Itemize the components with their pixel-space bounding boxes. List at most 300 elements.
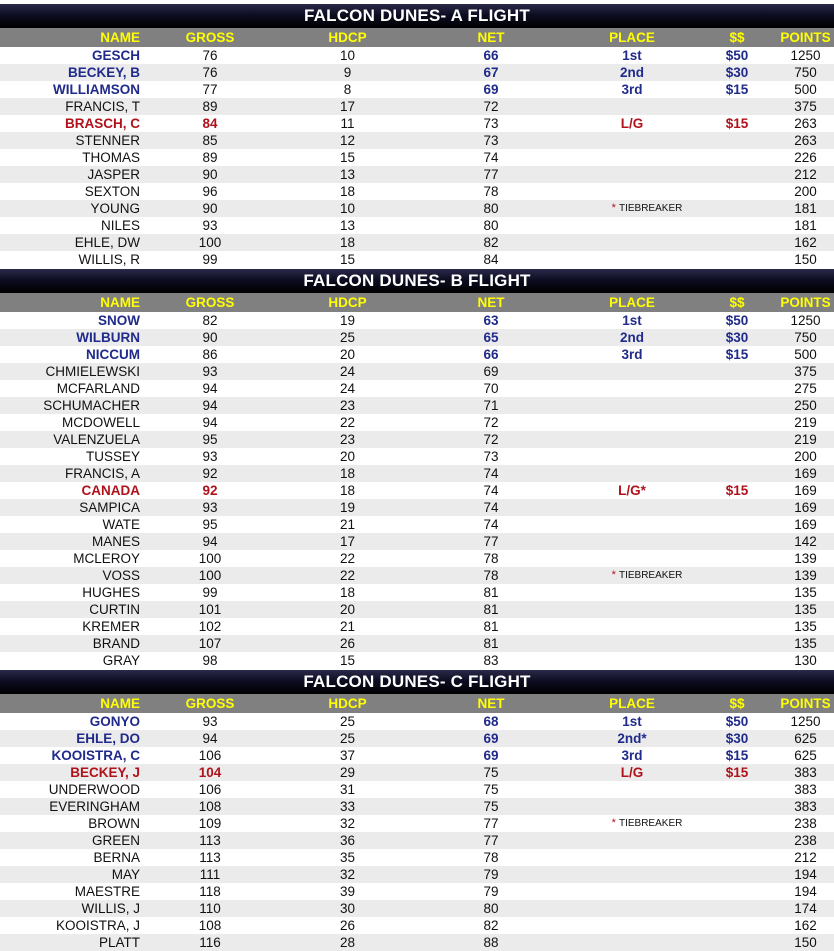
table-row bbox=[0, 533, 834, 550]
cell-gross: 107 bbox=[198, 636, 222, 651]
cell-place bbox=[567, 798, 697, 815]
cell-place: 1st bbox=[622, 313, 642, 328]
cell-place: 3rd bbox=[621, 748, 643, 763]
cell-gross: 93 bbox=[202, 364, 218, 379]
cell-net: 70 bbox=[483, 381, 499, 396]
cell-hdcp: 12 bbox=[339, 133, 356, 148]
table-row bbox=[0, 217, 834, 234]
cell-name: GONYO bbox=[89, 714, 140, 729]
table-row bbox=[0, 183, 834, 200]
cell-points: 135 bbox=[794, 602, 817, 617]
tiebreaker-note: * TIEBREAKER bbox=[611, 569, 683, 581]
cell-net: 71 bbox=[483, 398, 499, 413]
cell-name: FRANCIS, A bbox=[64, 466, 140, 481]
cell-gross: 113 bbox=[199, 850, 221, 865]
cell-money bbox=[697, 584, 777, 601]
cell-net: 78 bbox=[483, 551, 499, 566]
cell-points: 263 bbox=[794, 116, 817, 131]
cell-points: 500 bbox=[794, 347, 817, 362]
cell-money bbox=[697, 132, 777, 149]
cell-points: 139 bbox=[794, 551, 817, 566]
cell-hdcp: 32 bbox=[339, 867, 356, 882]
cell-points: 238 bbox=[794, 816, 817, 831]
cell-hdcp: 26 bbox=[339, 918, 356, 933]
cell-place bbox=[567, 397, 697, 414]
cell-hdcp: 25 bbox=[339, 714, 356, 729]
cell-name: FRANCIS, T bbox=[65, 99, 140, 114]
tiebreaker-note: * TIEBREAKER bbox=[611, 202, 683, 214]
cell-net: 81 bbox=[483, 602, 499, 617]
cell-points: 375 bbox=[794, 99, 817, 114]
cell-name: CHMIELEWSKI bbox=[45, 364, 140, 379]
cell-hdcp: 9 bbox=[343, 65, 352, 80]
cell-name: EHLE, DO bbox=[76, 731, 140, 746]
cell-money bbox=[697, 363, 777, 380]
cell-gross: 100 bbox=[198, 568, 222, 583]
cell-name: NILES bbox=[100, 218, 140, 233]
cell-gross: 82 bbox=[202, 313, 218, 328]
cell-money: $15 bbox=[725, 82, 749, 97]
cell-money bbox=[697, 652, 777, 669]
header-net: NET bbox=[477, 696, 505, 711]
cell-hdcp: 23 bbox=[339, 398, 356, 413]
cell-place bbox=[567, 533, 697, 550]
cell-name: BRAND bbox=[92, 636, 140, 651]
table-row bbox=[0, 900, 834, 917]
cell-money bbox=[697, 917, 777, 934]
cell-points: 162 bbox=[794, 918, 817, 933]
cell-hdcp: 25 bbox=[339, 731, 356, 746]
cell-gross: 104 bbox=[198, 765, 222, 780]
cell-net: 78 bbox=[483, 850, 499, 865]
cell-points: 150 bbox=[794, 252, 817, 267]
table-row bbox=[0, 312, 834, 329]
cell-place: 2nd* bbox=[617, 731, 647, 746]
cell-points: 263 bbox=[794, 133, 817, 148]
cell-money bbox=[697, 883, 777, 900]
cell-gross: 94 bbox=[202, 398, 218, 413]
cell-net: 75 bbox=[483, 782, 499, 797]
cell-place bbox=[567, 448, 697, 465]
table-row bbox=[0, 934, 834, 951]
cell-hdcp: 28 bbox=[339, 935, 356, 950]
cell-hdcp: 39 bbox=[339, 884, 356, 899]
cell-place bbox=[567, 380, 697, 397]
cell-money bbox=[697, 499, 777, 516]
cell-money bbox=[697, 465, 777, 482]
cell-money bbox=[697, 251, 777, 268]
cell-name: KOOISTRA, C bbox=[51, 748, 140, 763]
table-row bbox=[0, 251, 834, 268]
cell-name: EVERINGHAM bbox=[49, 799, 140, 814]
cell-name: SEXTON bbox=[84, 184, 140, 199]
cell-gross: 95 bbox=[202, 432, 218, 447]
cell-hdcp: 29 bbox=[339, 765, 356, 780]
cell-hdcp: 35 bbox=[339, 850, 356, 865]
cell-points: 130 bbox=[794, 653, 817, 668]
cell-place bbox=[567, 849, 697, 866]
cell-money bbox=[697, 234, 777, 251]
cell-net: 78 bbox=[483, 568, 499, 583]
cell-money bbox=[697, 166, 777, 183]
cell-points: 200 bbox=[794, 449, 817, 464]
cell-points: 500 bbox=[794, 82, 817, 97]
header-place: PLACE bbox=[609, 295, 655, 310]
cell-hdcp: 13 bbox=[339, 167, 356, 182]
cell-net: 88 bbox=[483, 935, 499, 950]
cell-points: 142 bbox=[794, 534, 817, 549]
cell-points: 383 bbox=[794, 782, 817, 797]
cell-gross: 92 bbox=[202, 483, 218, 498]
cell-gross: 95 bbox=[202, 517, 218, 532]
cell-hdcp: 22 bbox=[339, 551, 356, 566]
table-row bbox=[0, 482, 834, 499]
cell-name: WILLIS, J bbox=[81, 901, 140, 916]
cell-gross: 99 bbox=[202, 585, 218, 600]
header-gross: GROSS bbox=[185, 295, 235, 310]
cell-hdcp: 32 bbox=[339, 816, 356, 831]
cell-money bbox=[697, 516, 777, 533]
header-money: $$ bbox=[729, 30, 745, 45]
cell-gross: 93 bbox=[202, 714, 218, 729]
table-row bbox=[0, 652, 834, 669]
cell-hdcp: 37 bbox=[339, 748, 356, 763]
table-row bbox=[0, 849, 834, 866]
cell-points: 181 bbox=[794, 218, 817, 233]
cell-net: 78 bbox=[483, 184, 499, 199]
cell-money bbox=[697, 217, 777, 234]
header-gross: GROSS bbox=[185, 30, 235, 45]
cell-money bbox=[697, 934, 777, 951]
cell-points: 169 bbox=[794, 500, 817, 515]
cell-name: CURTIN bbox=[89, 602, 140, 617]
table-row bbox=[0, 98, 834, 115]
cell-net: 69 bbox=[483, 748, 499, 763]
cell-place: 2nd bbox=[619, 65, 644, 80]
cell-place: 1st bbox=[622, 714, 642, 729]
cell-gross: 77 bbox=[202, 82, 218, 97]
cell-place bbox=[567, 465, 697, 482]
cell-money: $15 bbox=[725, 483, 749, 498]
cell-hdcp: 25 bbox=[339, 330, 356, 345]
cell-net: 67 bbox=[483, 65, 499, 80]
cell-hdcp: 33 bbox=[339, 799, 356, 814]
cell-net: 74 bbox=[483, 483, 499, 498]
cell-hdcp: 11 bbox=[340, 116, 355, 131]
table-row bbox=[0, 132, 834, 149]
table-row bbox=[0, 635, 834, 652]
cell-points: 169 bbox=[794, 466, 817, 481]
header-points: POINTS bbox=[780, 696, 831, 711]
cell-points: 1250 bbox=[790, 714, 821, 729]
cell-points: 219 bbox=[794, 432, 817, 447]
cell-name: THOMAS bbox=[82, 150, 140, 165]
header-points: POINTS bbox=[780, 295, 831, 310]
cell-hdcp: 22 bbox=[339, 568, 356, 583]
table-row bbox=[0, 917, 834, 934]
header-hdcp: HDCP bbox=[328, 295, 367, 310]
header-row bbox=[0, 293, 834, 312]
cell-gross: 98 bbox=[202, 653, 218, 668]
cell-hdcp: 13 bbox=[339, 218, 356, 233]
cell-money bbox=[697, 900, 777, 917]
cell-points: 135 bbox=[794, 585, 817, 600]
cell-place bbox=[567, 815, 697, 832]
cell-hdcp: 15 bbox=[339, 150, 356, 165]
cell-name: WATE bbox=[102, 517, 140, 532]
table-row bbox=[0, 567, 834, 584]
cell-name: NICCUM bbox=[86, 347, 140, 362]
cell-place bbox=[567, 781, 697, 798]
header-money: $$ bbox=[729, 295, 745, 310]
cell-name: VALENZUELA bbox=[53, 432, 140, 447]
cell-money bbox=[697, 183, 777, 200]
table-row bbox=[0, 764, 834, 781]
cell-place bbox=[567, 200, 697, 217]
cell-gross: 94 bbox=[202, 534, 218, 549]
cell-place bbox=[567, 635, 697, 652]
cell-points: 162 bbox=[794, 235, 817, 250]
cell-hdcp: 15 bbox=[339, 653, 356, 668]
cell-points: 212 bbox=[794, 167, 817, 182]
table-row bbox=[0, 81, 834, 98]
cell-name: KOOISTRA, J bbox=[55, 918, 140, 933]
cell-hdcp: 17 bbox=[339, 534, 356, 549]
cell-net: 79 bbox=[483, 884, 499, 899]
cell-name: VOSS bbox=[102, 568, 140, 583]
cell-name: MAESTRE bbox=[74, 884, 140, 899]
cell-gross: 100 bbox=[198, 235, 222, 250]
cell-name: GREEN bbox=[91, 833, 140, 848]
cell-name: UNDERWOOD bbox=[48, 782, 140, 797]
cell-net: 73 bbox=[483, 449, 499, 464]
cell-money: $15 bbox=[725, 116, 749, 131]
cell-points: 212 bbox=[794, 850, 817, 865]
cell-money bbox=[697, 601, 777, 618]
cell-gross: 76 bbox=[202, 65, 218, 80]
cell-gross: 101 bbox=[198, 602, 222, 617]
table-row bbox=[0, 798, 834, 815]
cell-gross: 108 bbox=[198, 918, 222, 933]
cell-gross: 85 bbox=[202, 133, 218, 148]
cell-name: MAY bbox=[111, 867, 140, 882]
header-hdcp: HDCP bbox=[328, 30, 367, 45]
cell-hdcp: 21 bbox=[339, 517, 356, 532]
cell-place bbox=[567, 98, 697, 115]
cell-net: 77 bbox=[483, 167, 499, 182]
table-row bbox=[0, 730, 834, 747]
cell-place bbox=[567, 883, 697, 900]
cell-net: 74 bbox=[483, 150, 499, 165]
cell-hdcp: 24 bbox=[339, 364, 356, 379]
flight-title: FALCON DUNES- C FLIGHT bbox=[0, 670, 834, 694]
cell-name: EHLE, DW bbox=[74, 235, 140, 250]
cell-net: 72 bbox=[483, 99, 499, 114]
cell-hdcp: 19 bbox=[339, 313, 356, 328]
table-row bbox=[0, 166, 834, 183]
cell-name: PLATT bbox=[98, 935, 140, 950]
cell-points: 200 bbox=[794, 184, 817, 199]
cell-net: 65 bbox=[483, 330, 499, 345]
cell-name: SNOW bbox=[98, 313, 140, 328]
cell-points: 1250 bbox=[790, 48, 821, 63]
cell-name: SAMPICA bbox=[79, 500, 140, 515]
cell-gross: 90 bbox=[202, 167, 218, 182]
cell-place bbox=[567, 499, 697, 516]
cell-hdcp: 36 bbox=[339, 833, 356, 848]
cell-gross: 94 bbox=[202, 731, 218, 746]
cell-gross: 109 bbox=[198, 816, 222, 831]
cell-points: 750 bbox=[794, 65, 817, 80]
cell-gross: 94 bbox=[202, 415, 218, 430]
cell-name: GESCH bbox=[91, 48, 140, 63]
cell-gross: 90 bbox=[202, 330, 218, 345]
cell-gross: 94 bbox=[202, 381, 218, 396]
cell-net: 74 bbox=[483, 517, 499, 532]
cell-place: 2nd bbox=[619, 330, 644, 345]
header-name: NAME bbox=[100, 295, 140, 310]
cell-place: 1st bbox=[622, 48, 642, 63]
cell-money bbox=[697, 832, 777, 849]
header-hdcp: HDCP bbox=[328, 696, 367, 711]
cell-net: 77 bbox=[483, 833, 499, 848]
header-net: NET bbox=[477, 30, 505, 45]
cell-net: 63 bbox=[483, 313, 499, 328]
cell-hdcp: 22 bbox=[339, 415, 356, 430]
flight-title: FALCON DUNES- A FLIGHT bbox=[0, 4, 834, 28]
cell-gross: 111 bbox=[199, 867, 221, 882]
cell-money bbox=[697, 618, 777, 635]
cell-place bbox=[567, 217, 697, 234]
cell-points: 250 bbox=[794, 398, 817, 413]
cell-points: 383 bbox=[794, 799, 817, 814]
cell-points: 625 bbox=[794, 748, 817, 763]
flight-table bbox=[0, 4, 834, 268]
cell-money: $50 bbox=[725, 313, 749, 328]
cell-points: 139 bbox=[794, 568, 817, 583]
header-place: PLACE bbox=[609, 30, 655, 45]
cell-points: 226 bbox=[794, 150, 817, 165]
flight-table bbox=[0, 269, 834, 669]
cell-money bbox=[697, 149, 777, 166]
cell-hdcp: 26 bbox=[339, 636, 356, 651]
cell-gross: 92 bbox=[202, 466, 218, 481]
cell-gross: 96 bbox=[202, 184, 218, 199]
cell-money: $15 bbox=[725, 347, 749, 362]
cell-place: L/G bbox=[620, 116, 644, 131]
table-row bbox=[0, 815, 834, 832]
cell-hdcp: 18 bbox=[339, 483, 356, 498]
cell-points: 750 bbox=[794, 330, 817, 345]
cell-net: 69 bbox=[483, 731, 499, 746]
cell-hdcp: 18 bbox=[339, 235, 356, 250]
table-row bbox=[0, 550, 834, 567]
cell-points: 275 bbox=[794, 381, 817, 396]
cell-money bbox=[697, 635, 777, 652]
cell-hdcp: 10 bbox=[339, 48, 356, 63]
table-row bbox=[0, 516, 834, 533]
cell-points: 169 bbox=[794, 517, 817, 532]
cell-points: 169 bbox=[794, 483, 817, 498]
table-row bbox=[0, 380, 834, 397]
cell-net: 68 bbox=[483, 714, 499, 729]
cell-place: L/G bbox=[620, 765, 644, 780]
cell-net: 79 bbox=[483, 867, 499, 882]
cell-net: 82 bbox=[483, 235, 499, 250]
cell-points: 625 bbox=[794, 731, 817, 746]
cell-place bbox=[567, 900, 697, 917]
header-points: POINTS bbox=[780, 30, 831, 45]
cell-net: 72 bbox=[483, 432, 499, 447]
cell-name: MCDOWELL bbox=[61, 415, 140, 430]
cell-place bbox=[567, 584, 697, 601]
cell-points: 375 bbox=[794, 364, 817, 379]
cell-money bbox=[697, 397, 777, 414]
header-row bbox=[0, 28, 834, 47]
cell-net: 81 bbox=[483, 585, 499, 600]
cell-hdcp: 20 bbox=[339, 449, 356, 464]
cell-place: 3rd bbox=[621, 82, 643, 97]
cell-money bbox=[697, 533, 777, 550]
cell-gross: 89 bbox=[202, 99, 218, 114]
cell-net: 75 bbox=[483, 799, 499, 814]
cell-net: 82 bbox=[483, 918, 499, 933]
cell-gross: 116 bbox=[199, 935, 221, 950]
cell-money: $30 bbox=[725, 330, 749, 345]
cell-name: MCFARLAND bbox=[56, 381, 140, 396]
header-gross: GROSS bbox=[185, 696, 235, 711]
cell-points: 181 bbox=[794, 201, 817, 216]
cell-place bbox=[567, 618, 697, 635]
cell-gross: 89 bbox=[202, 150, 218, 165]
cell-money: $50 bbox=[725, 714, 749, 729]
table-row bbox=[0, 747, 834, 764]
cell-gross: 110 bbox=[199, 901, 221, 916]
cell-name: BECKEY, J bbox=[70, 765, 140, 780]
cell-money bbox=[697, 550, 777, 567]
table-row bbox=[0, 329, 834, 346]
cell-net: 74 bbox=[483, 500, 499, 515]
flight-table bbox=[0, 670, 834, 951]
cell-net: 74 bbox=[483, 466, 499, 481]
cell-money bbox=[697, 798, 777, 815]
table-row bbox=[0, 397, 834, 414]
cell-net: 66 bbox=[483, 48, 499, 63]
cell-money bbox=[697, 849, 777, 866]
cell-name: BERNA bbox=[93, 850, 140, 865]
table-row bbox=[0, 234, 834, 251]
header-place: PLACE bbox=[609, 696, 655, 711]
cell-name: HUGHES bbox=[82, 585, 140, 600]
cell-points: 174 bbox=[794, 901, 817, 916]
cell-place bbox=[567, 832, 697, 849]
cell-points: 1250 bbox=[790, 313, 821, 328]
cell-name: GRAY bbox=[102, 653, 140, 668]
cell-net: 81 bbox=[483, 636, 499, 651]
cell-place bbox=[567, 866, 697, 883]
cell-place bbox=[567, 149, 697, 166]
cell-points: 383 bbox=[794, 765, 817, 780]
cell-net: 69 bbox=[483, 364, 499, 379]
cell-gross: 84 bbox=[202, 116, 218, 131]
header-name: NAME bbox=[100, 30, 140, 45]
cell-place bbox=[567, 234, 697, 251]
header-name: NAME bbox=[100, 696, 140, 711]
cell-name: MANES bbox=[91, 534, 140, 549]
cell-money: $30 bbox=[725, 731, 749, 746]
cell-money: $30 bbox=[725, 65, 749, 80]
cell-gross: 93 bbox=[202, 500, 218, 515]
